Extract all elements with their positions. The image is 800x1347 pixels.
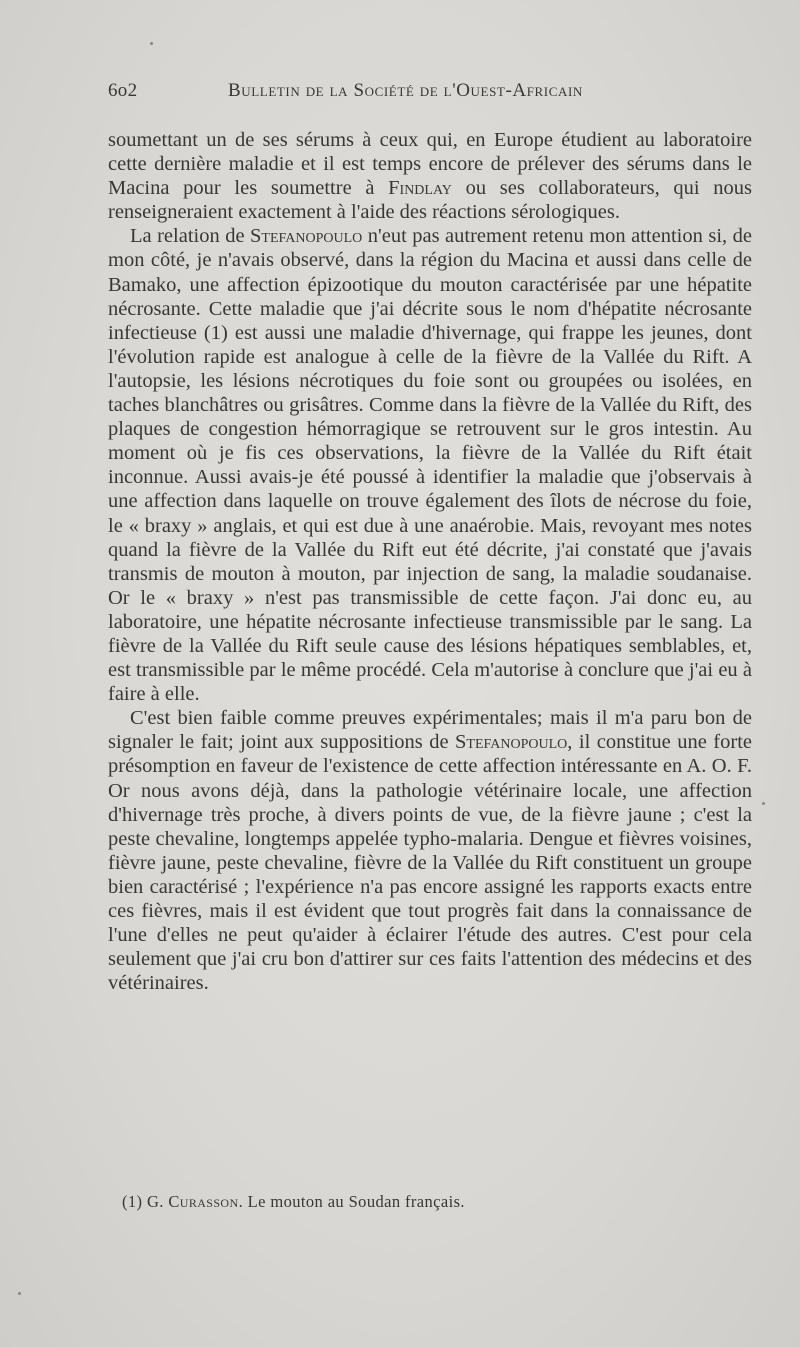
text-run: , il constitue une forte présomption en faveur de l'existence de cette affection intéressante en A. O. F. Or nous avons déjà, dans la pathologie vétérinaire locale, une affection d'hivernage très proche, à divers points de vue, de la fièvre jaune ; c'est la peste chevaline, longtemps appelée typho-malaria. Dengue et fièvres voisines, fièvre jaune, peste chevaline, fièvre de la Vallée du Rift constituent un groupe bien caractérisé ; l'expérience n'a pas encore assigné les rapports exacts entre ces fièvres, mais il est évident que tout progrès fait dans la connaissance de l'une d'elles ne peut qu'aider à éclairer l'étude des autres. C'est pour cela seulement que j'ai cru bon d'attirer sur ces faits l'attention des médecins et des vétérinaires. <box>108 731 752 995</box>
page-number: 6o2 <box>108 80 138 101</box>
text-run: C'est bien faible comme preuves expérimentales; mais il m'a paru bon de signaler le fait; joint aux suppositions de <box>108 707 752 754</box>
paper-speck <box>18 1292 21 1295</box>
text-run: n'eut pas autrement retenu mon attention si, de mon côté, je n'avais observé, dans la région du Macina et aussi dans celle de Bamako, une affection épizootique du mouton caractérisée par une hépatite nécrosante. Cette maladie que j'ai décrite sous le nom d'hépatite nécrosante infectieuse (1) est aussi une maladie d'hivernage, qui frappe les jeunes, dont l'évolution rapide est analogue à celle de la fièvre de la Vallée du Rift. A l'autopsie, les lésions nécrotiques du foie sont ou groupées ou isolées, en taches blanchâtres ou grisâtres. Comme dans la fièvre de la Vallée du Rift, des plaques de congestion hémorragique se retrouvent sur le gros intestin. Au moment où je fis ces observations, la fièvre de la Vallée du Rift était inconnue. Aussi avais-je été poussé à identifier la maladie que j'observais à une affection dans laquelle on trouve également des îlots de nécrose du foie, le « braxy » anglais, et qui est due à une anaérobie. Mais, revoyant mes notes quand la fièvre de la Vallée du Rift eut été décrite, j'ai constaté que j'avais transmis de mouton à mouton, par injection de sang, la maladie soudanaise. Or le « braxy » n'est pas transmissible de cette façon. J'ai donc eu, au laboratoire, une hépatite nécrosante infectieuse transmissible par le sang. La fièvre de la Vallée du Rift seule cause des lésions hépatiques semblables, et, est transmissible par le même procédé. Cela m'autorise à conclure que j'ai eu à faire à elle. <box>108 225 752 706</box>
running-head <box>108 80 752 110</box>
footnote-text: . Le mouton au Soudan français. <box>238 1192 465 1211</box>
paper-speck <box>762 802 765 805</box>
author-name-findlay: Findlay <box>388 177 452 200</box>
footnote-marker: (1) G. <box>122 1192 169 1211</box>
journal-title: Bulletin de la Société de l'Ouest-Africain <box>228 80 583 101</box>
author-name-stefanopoulo: Stefanopoulo <box>455 731 568 754</box>
footnote <box>122 1192 752 1212</box>
paragraph-3 <box>108 706 752 995</box>
text-run: ou ses collaborateurs, qui nous renseigneraient exactement à l'aide des réactions sérologiques. <box>108 177 752 224</box>
text-run: soumettant un de ses sérums à ceux qui, en Europe étudient au laboratoire cette dernière maladie et il est temps encore de prélever des sérums dans le Macina pour les soumettre à <box>108 129 752 200</box>
paper-speck <box>150 42 153 45</box>
paragraph-2 <box>108 224 752 706</box>
footnote-author: Curasson <box>168 1192 239 1211</box>
text-run: La relation de <box>130 225 251 248</box>
body-text <box>108 128 752 995</box>
author-name-stefanopoulo: Stefanopoulo <box>250 225 363 248</box>
paragraph-1 <box>108 128 752 224</box>
